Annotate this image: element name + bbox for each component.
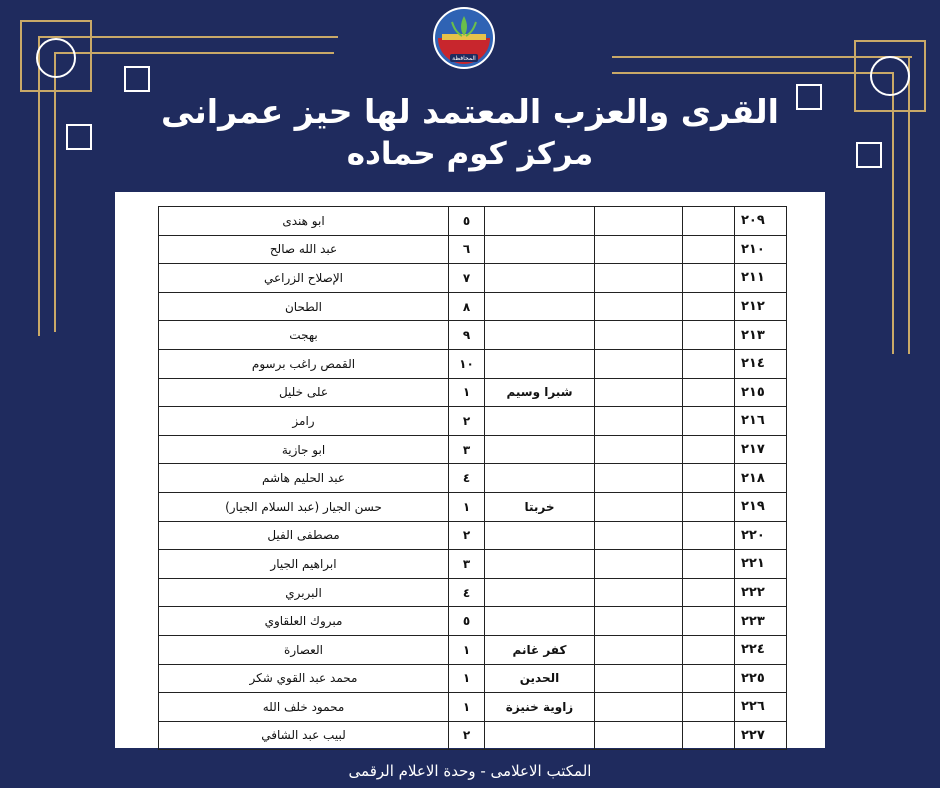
circle-icon — [870, 56, 910, 96]
empty-cell — [595, 264, 683, 293]
village-cell — [485, 207, 595, 236]
table-row — [159, 464, 787, 493]
village-cell: خربتا — [485, 492, 595, 521]
village-cell — [485, 607, 595, 636]
empty-cell — [595, 207, 683, 236]
sequence-cell: ٢ — [449, 721, 485, 750]
hamlet-name-cell: محمود خلف الله — [159, 693, 449, 722]
empty-cell — [595, 607, 683, 636]
table-row — [159, 607, 787, 636]
empty-cell — [595, 407, 683, 436]
table-row — [159, 693, 787, 722]
empty-cell — [683, 550, 735, 579]
sequence-cell: ١ — [449, 693, 485, 722]
sequence-cell: ٢ — [449, 521, 485, 550]
empty-cell — [595, 292, 683, 321]
hamlet-name-cell: الطحان — [159, 292, 449, 321]
empty-cell — [683, 693, 735, 722]
empty-cell — [683, 435, 735, 464]
village-cell — [485, 407, 595, 436]
serial-number-cell: ٢٢٣ — [735, 607, 787, 636]
hamlet-name-cell: بهجت — [159, 321, 449, 350]
table-row — [159, 321, 787, 350]
empty-cell — [683, 292, 735, 321]
table-row — [159, 378, 787, 407]
village-cell: شبرا وسيم — [485, 378, 595, 407]
sequence-cell: ٩ — [449, 321, 485, 350]
page-subtitle: مركز كوم حماده — [346, 136, 594, 172]
serial-number-cell: ٢٢٦ — [735, 693, 787, 722]
empty-cell — [683, 664, 735, 693]
village-cell — [485, 578, 595, 607]
hamlet-name-cell: عبد الحليم هاشم — [159, 464, 449, 493]
square-icon — [124, 66, 150, 92]
serial-number-cell: ٢٢٤ — [735, 635, 787, 664]
hamlet-name-cell: حسن الجيار (عبد السلام الجيار) — [159, 492, 449, 521]
empty-cell — [595, 664, 683, 693]
document-sheet — [115, 192, 825, 748]
village-cell — [485, 292, 595, 321]
hamlet-name-cell: رامز — [159, 407, 449, 436]
serial-number-cell: ٢٢٠ — [735, 521, 787, 550]
table-row — [159, 264, 787, 293]
table-row — [159, 521, 787, 550]
village-cell: زاوية خنيزة — [485, 693, 595, 722]
empty-cell — [683, 407, 735, 436]
empty-cell — [683, 521, 735, 550]
sequence-cell: ٥ — [449, 207, 485, 236]
serial-number-cell: ٢١٠ — [735, 235, 787, 264]
table-row — [159, 235, 787, 264]
empty-cell — [595, 721, 683, 750]
sequence-cell: ٨ — [449, 292, 485, 321]
hamlet-name-cell: ابو جازية — [159, 435, 449, 464]
table-row — [159, 207, 787, 236]
sequence-cell: ١ — [449, 635, 485, 664]
village-cell — [485, 721, 595, 750]
village-cell: الحدين — [485, 664, 595, 693]
hamlet-name-cell: عبد الله صالح — [159, 235, 449, 264]
hamlet-name-cell: لبيب عبد الشافي — [159, 721, 449, 750]
empty-cell — [595, 464, 683, 493]
empty-cell — [683, 349, 735, 378]
empty-cell — [595, 378, 683, 407]
serial-number-cell: ٢١٣ — [735, 321, 787, 350]
village-cell — [485, 550, 595, 579]
empty-cell — [595, 635, 683, 664]
serial-number-cell: ٢٠٩ — [735, 207, 787, 236]
village-cell: كفر غانم — [485, 635, 595, 664]
footer-credit: المكتب الاعلامى - وحدة الاعلام الرقمى — [348, 762, 592, 780]
serial-number-cell: ٢٢٧ — [735, 721, 787, 750]
governorate-logo — [432, 6, 496, 70]
empty-cell — [683, 321, 735, 350]
table-row — [159, 492, 787, 521]
village-cell — [485, 264, 595, 293]
village-cell — [485, 435, 595, 464]
empty-cell — [683, 235, 735, 264]
empty-cell — [683, 378, 735, 407]
hamlet-name-cell: الإصلاح الزراعي — [159, 264, 449, 293]
serial-number-cell: ٢١٢ — [735, 292, 787, 321]
empty-cell — [595, 521, 683, 550]
sequence-cell: ٤ — [449, 578, 485, 607]
hamlet-name-cell: ابو هندى — [159, 207, 449, 236]
hamlet-name-cell: مصطفى الفيل — [159, 521, 449, 550]
empty-cell — [683, 721, 735, 750]
serial-number-cell: ٢٢٥ — [735, 664, 787, 693]
empty-cell — [595, 550, 683, 579]
sequence-cell: ١ — [449, 378, 485, 407]
sequence-cell: ١ — [449, 492, 485, 521]
table-row — [159, 349, 787, 378]
table-row — [159, 435, 787, 464]
serial-number-cell: ٢١٩ — [735, 492, 787, 521]
table-body — [159, 207, 787, 750]
hamlet-name-cell: على خليل — [159, 378, 449, 407]
hamlet-name-cell: العصارة — [159, 635, 449, 664]
empty-cell — [683, 207, 735, 236]
sequence-cell: ٣ — [449, 435, 485, 464]
table-row — [159, 578, 787, 607]
sequence-cell: ١٠ — [449, 349, 485, 378]
table-row — [159, 721, 787, 750]
serial-number-cell: ٢١٦ — [735, 407, 787, 436]
empty-cell — [683, 578, 735, 607]
serial-number-cell: ٢١١ — [735, 264, 787, 293]
logo-text: المحافظة — [452, 55, 476, 62]
serial-number-cell: ٢١٥ — [735, 378, 787, 407]
empty-cell — [595, 235, 683, 264]
circle-icon — [36, 38, 76, 78]
empty-cell — [595, 693, 683, 722]
empty-cell — [683, 635, 735, 664]
sequence-cell: ٥ — [449, 607, 485, 636]
empty-cell — [683, 607, 735, 636]
table-row — [159, 550, 787, 579]
empty-cell — [683, 264, 735, 293]
village-cell — [485, 349, 595, 378]
hamlet-name-cell: البربري — [159, 578, 449, 607]
empty-cell — [595, 492, 683, 521]
table-row — [159, 664, 787, 693]
sequence-cell: ٦ — [449, 235, 485, 264]
sequence-cell: ٢ — [449, 407, 485, 436]
village-cell — [485, 464, 595, 493]
sequence-cell: ١ — [449, 664, 485, 693]
empty-cell — [595, 321, 683, 350]
empty-cell — [595, 435, 683, 464]
sequence-cell: ٤ — [449, 464, 485, 493]
hamlet-name-cell: محمد عبد القوي شكر — [159, 664, 449, 693]
table-row — [159, 635, 787, 664]
empty-cell — [683, 464, 735, 493]
empty-cell — [595, 349, 683, 378]
sequence-cell: ٧ — [449, 264, 485, 293]
empty-cell — [683, 492, 735, 521]
serial-number-cell: ٢٢١ — [735, 550, 787, 579]
hamlet-name-cell: مبروك العلقاوي — [159, 607, 449, 636]
table-row — [159, 292, 787, 321]
village-cell — [485, 521, 595, 550]
page-title: القرى والعزب المعتمد لها حيز عمرانى — [161, 92, 779, 131]
village-cell — [485, 235, 595, 264]
empty-cell — [595, 578, 683, 607]
villages-table — [158, 206, 787, 750]
hamlet-name-cell: ابراهيم الجيار — [159, 550, 449, 579]
table-row — [159, 407, 787, 436]
sequence-cell: ٣ — [449, 550, 485, 579]
serial-number-cell: ٢١٨ — [735, 464, 787, 493]
serial-number-cell: ٢١٧ — [735, 435, 787, 464]
serial-number-cell: ٢١٤ — [735, 349, 787, 378]
hamlet-name-cell: القمص راغب برسوم — [159, 349, 449, 378]
serial-number-cell: ٢٢٢ — [735, 578, 787, 607]
village-cell — [485, 321, 595, 350]
